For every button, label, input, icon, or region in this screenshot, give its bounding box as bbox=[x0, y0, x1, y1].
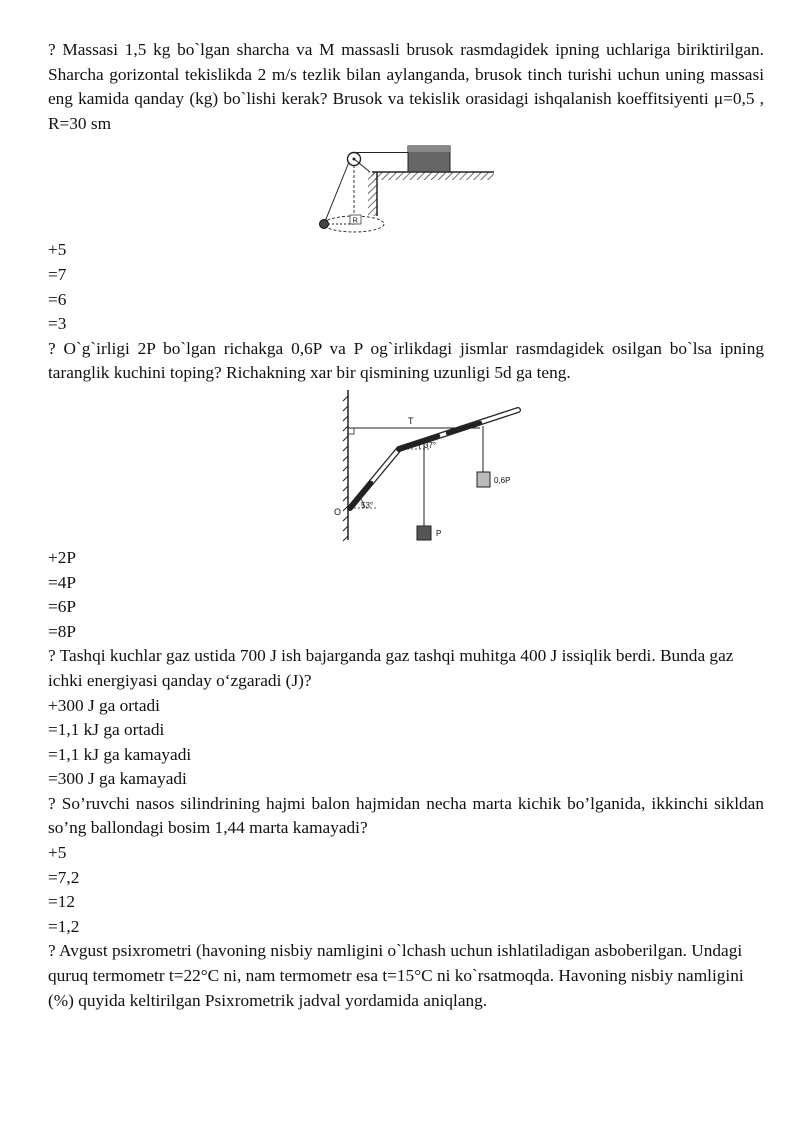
angle-top-label: 37° bbox=[424, 440, 437, 450]
question-1-text: ? Massasi 1,5 kg bo`lgan sharcha va M massasli brusok rasmdagidek ipning uchlariga biriktirilgan. Sharcha gorizontal tekislikda 2 m/s tezlik bilan aylanganda, brusok tinch turishi uchun uning massasi eng kamida qanday (kg) bo`lishi kerak? Brusok va tekislik orasidagi ishqalanish koeffitsiyenti μ=0,5 , R=30 sm bbox=[48, 40, 764, 133]
weight-bottom bbox=[417, 526, 431, 540]
question-3-option-3: =1,1 kJ ga kamayadi bbox=[48, 744, 192, 764]
table-surface bbox=[372, 172, 494, 180]
question-4-text: ? So’ruvchi nasos silindrining hajmi balon hajmidan necha marta kichik bo’lganida, ikkinchi sikldan so’ng ballondagi bosim 1,44 marta kamayadi? bbox=[48, 793, 764, 838]
question-2-option-1: +2P bbox=[48, 547, 76, 567]
question-2-figure bbox=[48, 388, 764, 546]
question-5-text: ? Avgust psixrometri (havoning nisbiy namligini o`lchash uchun ishlatiladigan asboberilgan. Undagi quruq termometr t=22°C ni, nam termometr esa t=15°C ni ko`rsatmoqda. Havoning nisbiy namligini (%) quyida keltirilgan Psixrometrik jadval yordamida aniqlang. bbox=[48, 941, 744, 1010]
pivot-label: O bbox=[334, 506, 342, 517]
question-1-option-2: =7 bbox=[48, 264, 67, 284]
question-3-text: ? Tashqi kuchlar gaz ustida 700 J ish bajarganda gaz tashqi muhitga 400 J issiqlik berdi. Bunda gaz ichki energiyasi qanday o‘zgaradi (J)? bbox=[48, 646, 734, 690]
table-leg bbox=[368, 172, 377, 216]
question-4-option-3: =12 bbox=[48, 892, 76, 912]
question-1-option-1: +5 bbox=[48, 240, 67, 260]
question-3-option-1: +300 J ga ortadi bbox=[48, 695, 160, 715]
weight-bottom-label: P bbox=[436, 528, 442, 538]
question-1-option-3: =6 bbox=[48, 289, 67, 309]
question-1-option-4: =3 bbox=[48, 314, 67, 334]
question-3-option-2: =1,1 kJ ga ortadi bbox=[48, 720, 165, 740]
question-4-option-1: +5 bbox=[48, 843, 67, 863]
question-4-option-2: =7,2 bbox=[48, 867, 80, 887]
question-3-option-4: =300 J ga kamayadi bbox=[48, 769, 187, 789]
question-2-text: ? O`g`irligi 2P bo`lgan richakga 0,6P va P og`irlikdagi jismlar rasmdagidek osilgan bo`lsa ipning taranglik kuchini toping? Richakning xar bir qismining uzunligi 5d ga teng. bbox=[48, 338, 764, 383]
question-1-figure bbox=[48, 138, 764, 238]
weight-top-label: 0,6P bbox=[494, 475, 511, 485]
question-2-option-3: =6P bbox=[48, 597, 76, 617]
document-page bbox=[48, 38, 764, 1013]
question-2-option-2: =4P bbox=[48, 572, 76, 592]
question-4-option-4: =1,2 bbox=[48, 916, 80, 936]
tension-label: T bbox=[408, 415, 414, 426]
angle-bottom-label: 53° bbox=[361, 500, 374, 510]
radius-label: R bbox=[352, 215, 358, 225]
lever-diagram bbox=[328, 388, 528, 546]
ball bbox=[320, 220, 329, 229]
weight-top bbox=[477, 472, 490, 487]
question-2-option-4: =8P bbox=[48, 621, 76, 641]
string-to-ball bbox=[324, 162, 349, 224]
pendulum-pulley-diagram bbox=[310, 138, 550, 238]
